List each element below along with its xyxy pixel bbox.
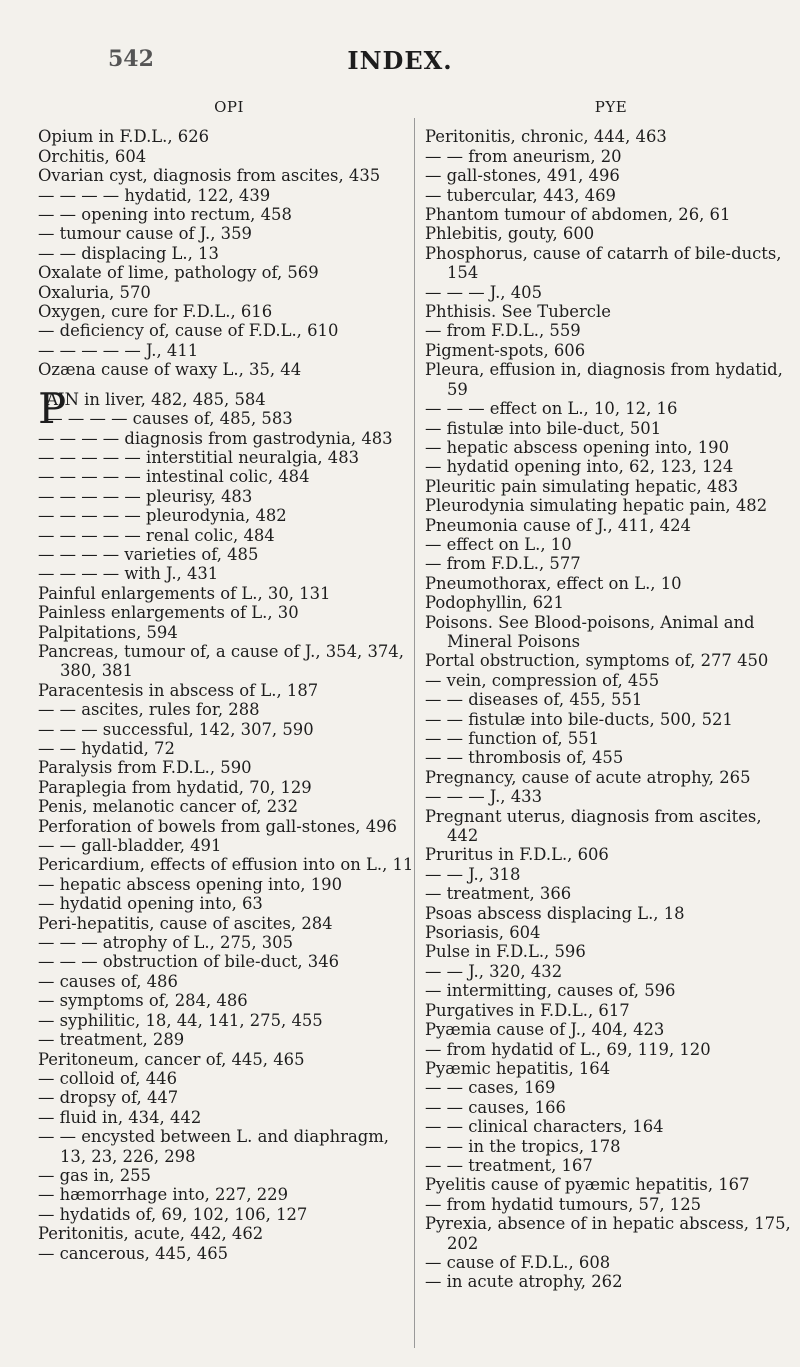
index-entry: Painless enlargements of L., 30 [38,603,299,623]
index-entry: — — — — — pleurodynia, 482 [38,506,287,526]
index-entry: — from F.D.L., 577 [425,554,581,574]
index-entry: — effect on L., 10 [425,534,572,554]
index-entry: — — — obstruction of bile-duct, 346 [38,952,340,972]
index-entry: — hydatids of, 69, 102, 106, 127 [38,1204,308,1224]
index-entry: Pulse in F.D.L., 596 [425,942,586,962]
index-entry: — from hydatid of L., 69, 119, 120 [425,1039,711,1059]
index-entry: — syphilitic, 18, 44, 141, 275, 455 [38,1010,323,1030]
index-entry: — — — — diagnosis from gastrodynia, 483 [38,428,393,448]
index-entry: — — — effect on L., 10, 12, 16 [425,399,678,419]
index-entry: — — opening into rectum, 458 [38,205,292,225]
index-entry: — — — — — pleurisy, 483 [38,486,253,506]
index-entry: — treatment, 289 [38,1030,185,1050]
index-entry: — deficiency of, cause of F.D.L., 610 [38,321,339,341]
index-entry: — — — atrophy of L., 275, 305 [38,933,294,953]
index-entry: — — — — with J., 431 [38,564,219,584]
index-entry: Poisons. See Blood-poisons, Animal and Mineral Poisons [425,612,755,651]
right-entry-list [425,127,797,1291]
index-entry: Ozæna cause of waxy L., 35, 44 [38,360,302,380]
index-entry: Psoas abscess displacing L., 18 [425,903,685,923]
index-entry: Orchitis, 604 [38,146,147,166]
index-entry: Pregnancy, cause of acute atrophy, 265 [425,767,751,787]
index-entry: Ovarian cyst, diagnosis from ascites, 435 [38,166,381,186]
index-entry: — — encysted between L. and diaphragm, 13, 23, 226, 298 [38,1127,390,1166]
index-entry: — treatment, 366 [425,884,572,904]
index-entry: Pericardium, effects of effusion into on L., 11 [38,855,414,875]
index-entry: — — treatment, 167 [425,1155,593,1175]
index-entry: Phosphorus, cause of catarrh of bile-ducts, 154 [425,243,782,283]
index-entry: Portal obstruction, symptoms of, 277 450 [425,651,769,671]
index-entry: Pancreas, tumour of, a cause of J., 354, 374, 380, 381 [38,641,404,681]
index-entry: — hydatid opening into, 63 [38,894,263,914]
index-entry: Phlebitis, gouty, 600 [425,224,595,244]
index-entry: Purgatives in F.D.L., 617 [425,1000,630,1020]
index-entry: — tumour cause of J., 359 [38,224,252,244]
index-entry: Pruritus in F.D.L., 606 [425,845,609,865]
index-entry: — — diseases of, 455, 551 [425,690,643,710]
index-entry: — tubercular, 443, 469 [425,185,616,205]
index-entry: Oxygen, cure for F.D.L., 616 [38,302,273,322]
running-head: INDEX. [347,46,453,75]
index-entry: — — causes, 166 [425,1097,566,1117]
index-entry: Oxalate of lime, pathology of, 569 [38,263,319,283]
index-entry: — hæmorrhage into, 227, 229 [38,1185,289,1205]
index-entry: Podophyllin, 621 [425,593,564,613]
drop-cap-letter: P [38,383,67,433]
index-entry: — cancerous, 445, 465 [38,1243,229,1263]
index-entry: Palpitations, 594 [38,622,178,642]
index-entry: Pneumothorax, effect on L., 10 [425,573,682,593]
index-entry: Pyæmia cause of J., 404, 423 [425,1020,665,1040]
index-entry: — — — successful, 142, 307, 590 [38,719,314,739]
index-entry: Pneumonia cause of J., 411, 424 [425,515,691,535]
index-entry: Peritoneum, cancer of, 445, 465 [38,1049,305,1069]
index-entry: Pyelitis cause of pyæmic hepatitis, 167 [425,1175,750,1195]
index-entry: Peritonitis, chronic, 444, 463 [425,127,667,147]
index-entry: — hepatic abscess opening into, 190 [425,437,730,457]
index-entry: — in acute atrophy, 262 [425,1272,623,1292]
index-entry: — hepatic abscess opening into, 190 [38,874,343,894]
index-entry: — — — — — J., 411 [38,340,199,360]
index-entry: Paraplegia from hydatid, 70, 129 [38,777,312,797]
index-entry: — — — — — interstitial neuralgia, 483 [38,447,360,467]
index-entry: Pyæmic hepatitis, 164 [425,1058,611,1078]
index-entry: Opium in F.D.L., 626 [38,127,210,147]
index-entry: Phantom tumour of abdomen, 26, 61 [425,205,731,225]
left-entry-list [38,127,420,1263]
index-entry: — — clinical characters, 164 [425,1117,664,1137]
index-entry: — hydatid opening into, 62, 123, 124 [425,457,734,477]
index-entry: Paralysis from F.D.L., 590 [38,758,252,778]
index-entry: — from F.D.L., 559 [425,321,581,341]
index-entry: Pigment-spots, 606 [425,340,586,360]
index-entry: Oxaluria, 570 [38,282,151,302]
index-entry: — — function of, 551 [425,729,600,748]
index-entry: — fistulæ into bile-duct, 501 [425,418,662,438]
index-entry: — colloid of, 446 [38,1068,177,1088]
index-entry: — causes of, 486 [38,971,178,991]
index-entry: Psoriasis, 604 [425,923,541,943]
index-entry: — cause of F.D.L., 608 [425,1252,611,1272]
index-entry: Peri-hepatitis, cause of ascites, 284 [38,913,333,933]
index-entry: — — cases, 169 [425,1078,556,1098]
index-entry: — — — — hydatid, 122, 439 [38,185,271,205]
index-entry: — — — J., 405 [425,282,543,302]
index-entry: — — — — — renal colic, 484 [38,525,275,545]
index-entry: — — displacing L., 13 [38,243,219,263]
index-entry: — dropsy of, 447 [38,1088,179,1108]
index-entry: Phthisis. See Tubercle [425,302,611,322]
index-entry: — — hydatid, 72 [38,739,175,758]
index-entry: Pleuritic pain simulating hepatic, 483 [425,476,739,496]
index-entry: — — from aneurism, 20 [425,146,622,166]
index-entry: — — gall-bladder, 491 [38,836,222,856]
page-number: 542 [108,46,154,72]
index-entry: Pleurodynia simulating hepatic pain, 482 [425,496,768,516]
right-column-guide-word: PYE [594,98,628,116]
index-entry: — from hydatid tumours, 57, 125 [425,1194,702,1214]
index-entry: — — thrombosis of, 455 [425,748,624,768]
index-entry: — gas in, 255 [38,1165,151,1185]
index-entry: Penis, melanotic cancer of, 232 [38,797,299,817]
index-entry: — — J., 320, 432 [425,961,563,981]
index-entry: Painful enlargements of L., 30, 131 [38,583,331,603]
index-entry: — intermitting, causes of, 596 [425,981,676,1001]
index-entry: — — — — — intestinal colic, 484 [38,467,310,487]
left-column [38,98,420,1263]
index-entry: — — J., 318 [425,864,521,884]
index-entry: — — — — causes of, 485, 583 [46,409,293,429]
index-entry: — — ascites, rules for, 288 [38,700,260,720]
column-divider [414,118,415,1348]
index-entry: Paracentesis in abscess of L., 187 [38,680,319,700]
index-entry: Pregnant uterus, diagnosis from ascites, 442 [425,806,762,846]
index-entry: — symptoms of, 284, 486 [38,991,248,1011]
index-entry: — fluid in, 434, 442 [38,1107,202,1127]
index-entry: Peritonitis, acute, 442, 462 [38,1224,264,1244]
left-column-guide-word: OPI [214,98,244,116]
index-entry: — — — — varieties of, 485 [38,544,259,564]
index-entry: Pleura, effusion in, diagnosis from hydatid, 59 [425,360,783,399]
index-entry: — — in the tropics, 178 [425,1136,621,1156]
right-column [425,98,797,1292]
index-entry: P AIN in liver, 482, 485, 584 [38,383,266,433]
index-entry: — — fistulæ into bile-ducts, 500, 521 [425,709,733,729]
index-entry: — — — J., 433 [425,787,543,807]
index-entry: Perforation of bowels from gall-stones, 496 [38,816,397,836]
index-entry: — gall-stones, 491, 496 [425,166,620,186]
index-entry: Pyrexia, absence of in hepatic abscess, 175, 202 [425,1214,791,1253]
index-entry: — vein, compression of, 455 [425,670,660,690]
